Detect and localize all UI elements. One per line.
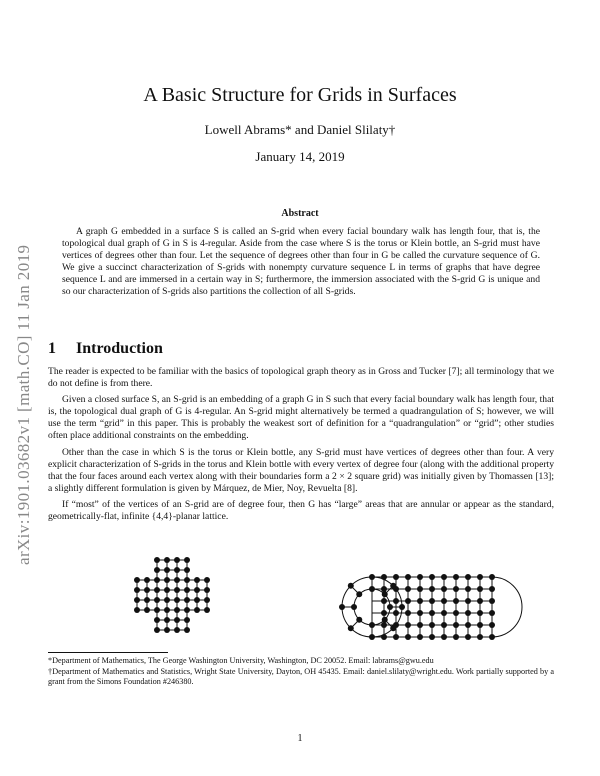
grid-vertex <box>164 627 170 633</box>
grid-vertex <box>134 607 140 613</box>
grid-vertex <box>453 634 459 640</box>
grid-vertex <box>393 634 399 640</box>
grid-vertex <box>144 607 150 613</box>
footnote-author-1: *Department of Mathematics, The George Washington University, Washington, DC 20052. Email: labrams@gwu.edu <box>48 656 434 665</box>
grid-vertex <box>381 586 387 592</box>
grid-vertex <box>381 574 387 580</box>
grid-vertex <box>465 634 471 640</box>
grid-vertex <box>164 557 170 563</box>
grid-vertex <box>489 598 495 604</box>
grid-vertex <box>339 604 345 610</box>
footnotes <box>48 656 554 688</box>
grid-vertex <box>387 604 393 610</box>
grid-vertex <box>429 574 435 580</box>
grid-vertex <box>351 604 357 610</box>
grid-vertex <box>369 586 375 592</box>
grid-vertex <box>477 610 483 616</box>
grid-vertex <box>381 598 387 604</box>
abstract-text: A graph G embedded in a surface S is called an S-grid when every facial boundary walk has length four, that is, the topological dual graph of G in S is 4-regular. Aside from the case where S is the torus or Klein bottle, an S-grid must have vertices of degrees other than four. Let the sequence of degrees other than four in G be called the curvature sequence of G. We give a succinct characterization of S-grids with nonempty curvature sequence L in terms of graphs that have degree sequence L and are immersed in a certain way in S; furthermore, the immersion associated with the S-grid G is unique and so our characterization of S-grids also partitions the collection of all S-grids. <box>62 226 540 298</box>
grid-vertex <box>477 598 483 604</box>
grid-vertex <box>134 577 140 583</box>
grid-vertex <box>204 597 210 603</box>
grid-vertex <box>184 627 190 633</box>
intro-paragraph: If “most” of the vertices of an S-grid are of degree four, then G has “large” areas that are annular or appear as the standard, geometrically-flat, infinite {4,4}-planar lattice. <box>48 498 554 523</box>
grid-vertex <box>441 634 447 640</box>
grid-vertex <box>405 622 411 628</box>
grid-vertex <box>194 577 200 583</box>
grid-vertex <box>348 583 354 589</box>
grid-vertex <box>417 598 423 604</box>
grid-vertex <box>204 577 210 583</box>
grid-vertex <box>393 610 399 616</box>
grid-vertex <box>154 597 160 603</box>
grid-vertex <box>417 586 423 592</box>
grid-vertex <box>174 577 180 583</box>
page-number: 1 <box>297 733 303 744</box>
grid-vertex <box>134 587 140 593</box>
abstract-heading: Abstract <box>281 208 319 219</box>
grid-vertex <box>441 610 447 616</box>
grid-vertex <box>381 634 387 640</box>
grid-vertex <box>465 586 471 592</box>
grid-vertex <box>405 634 411 640</box>
grid-vertex <box>174 587 180 593</box>
grid-vertex <box>369 622 375 628</box>
grid-vertex <box>174 597 180 603</box>
grid-vertex <box>382 591 388 597</box>
grid-vertex <box>382 617 388 623</box>
grid-vertex <box>174 567 180 573</box>
grid-vertex <box>154 627 160 633</box>
grid-vertex <box>204 607 210 613</box>
intro-paragraph: Given a closed surface S, an S-grid is an embedding of a graph G in S such that every facial boundary walk has length four, that is, the topological dual graph of G is 4-regular. An S-grid might alternatively be termed a quadrangulation of S; however, we will use the term “grid” in this paper. This is probably the weakest sort of definition for a “quadrangulation” or “grid”; other studies often place additional constraints on the embedding. <box>48 394 554 442</box>
grid-vertex <box>164 617 170 623</box>
grid-vertex <box>453 610 459 616</box>
grid-vertex <box>381 622 387 628</box>
grid-vertex <box>184 567 190 573</box>
paper-authors: Lowell Abrams* and Daniel Slilaty† <box>204 122 396 137</box>
grid-vertex <box>405 574 411 580</box>
grid-vertex <box>465 622 471 628</box>
grid-vertex <box>399 604 405 610</box>
grid-vertex <box>184 577 190 583</box>
intro-paragraph: The reader is expected to be familiar with the basics of topological graph theory as in Gross and Tucker [7]; all terminology that we do not define is from there. <box>48 366 554 390</box>
grid-vertex <box>429 622 435 628</box>
grid-vertex <box>417 610 423 616</box>
grid-vertex <box>154 577 160 583</box>
grid-vertex <box>174 627 180 633</box>
grid-vertex <box>174 617 180 623</box>
annular-grid-figure <box>339 574 522 640</box>
section-number: 1 <box>48 340 56 357</box>
grid-vertex <box>144 587 150 593</box>
grid-vertex <box>441 622 447 628</box>
grid-vertex <box>194 607 200 613</box>
grid-vertex <box>477 622 483 628</box>
section-title: Introduction <box>76 340 163 357</box>
grid-vertex <box>174 607 180 613</box>
grid-vertex <box>174 557 180 563</box>
grid-cap-arc <box>492 577 522 637</box>
grid-vertex <box>477 634 483 640</box>
grid-vertex <box>429 586 435 592</box>
grid-vertex <box>393 598 399 604</box>
grid-vertex <box>489 586 495 592</box>
grid-vertex <box>465 610 471 616</box>
arxiv-identifier: arXiv:1901.03682v1 [math.CO] 11 Jan 2019 <box>14 244 33 565</box>
grid-vertex <box>154 567 160 573</box>
grid-vertex <box>356 591 362 597</box>
grid-vertex <box>194 597 200 603</box>
grid-vertex <box>184 597 190 603</box>
grid-vertex <box>369 634 375 640</box>
grid-vertex <box>184 607 190 613</box>
grid-vertex <box>477 586 483 592</box>
grid-vertex <box>204 587 210 593</box>
grid-vertex <box>154 617 160 623</box>
grid-vertex <box>381 610 387 616</box>
grid-vertex <box>393 574 399 580</box>
grid-vertex <box>164 607 170 613</box>
grid-vertex <box>184 617 190 623</box>
grid-vertex <box>489 574 495 580</box>
grid-vertex <box>453 574 459 580</box>
footnote-author-2: †Department of Mathematics and Statistics, Wright State University, Dayton, OH 45435. Email: daniel.slilaty@wright.edu. Work partially supported by a grant from the Simons Foundation #246380. <box>48 666 554 686</box>
grid-vertex <box>164 567 170 573</box>
grid-vertex <box>429 634 435 640</box>
grid-vertex <box>489 622 495 628</box>
paper-date: January 14, 2019 <box>255 149 345 164</box>
grid-vertex <box>453 622 459 628</box>
grid-vertex <box>184 557 190 563</box>
grid-vertex <box>405 610 411 616</box>
grid-vertex <box>465 574 471 580</box>
grid-vertex <box>154 607 160 613</box>
grid-vertex <box>429 610 435 616</box>
grid-vertex <box>417 622 423 628</box>
grid-vertex <box>453 598 459 604</box>
footnote-rule <box>48 652 168 653</box>
grid-vertex <box>184 587 190 593</box>
grid-vertex <box>393 586 399 592</box>
grid-vertex <box>453 586 459 592</box>
grid-vertex <box>477 574 483 580</box>
grid-vertex <box>164 577 170 583</box>
grid-vertex <box>194 587 200 593</box>
intro-paragraph: Other than the case in which S is the torus or Klein bottle, any S-grid must have vertices of degrees other than four. A very explicit characterization of S-grids in the torus and Klein bottle with every vertex of degree four (along with the additional property that the four faces around each vertex along with their boundaries form a 2 × 2 square grid) was initially given by Thomassen [13]; a slightly different formulation is given by Márquez, de Mier, Noy, Revuelta [8]. <box>48 446 554 494</box>
grid-vertex <box>489 610 495 616</box>
grid-vertex <box>348 625 354 631</box>
grid-vertex <box>134 597 140 603</box>
paper-title: A Basic Structure for Grids in Surfaces <box>143 84 457 106</box>
grid-vertex <box>429 598 435 604</box>
grid-vertex <box>417 574 423 580</box>
grid-vertex <box>441 574 447 580</box>
grid-vertex <box>441 598 447 604</box>
grid-vertex <box>369 574 375 580</box>
grid-vertex <box>144 577 150 583</box>
grid-vertex <box>356 617 362 623</box>
grid-vertex <box>164 587 170 593</box>
grid-vertex <box>393 622 399 628</box>
grid-vertex <box>144 597 150 603</box>
grid-vertex <box>489 634 495 640</box>
planar-grid-figure <box>134 557 210 633</box>
grid-vertex <box>405 598 411 604</box>
grid-vertex <box>417 634 423 640</box>
grid-vertex <box>441 586 447 592</box>
grid-vertex <box>164 597 170 603</box>
grid-vertex <box>465 598 471 604</box>
grid-vertex <box>154 587 160 593</box>
grid-vertex <box>405 586 411 592</box>
grid-vertex <box>154 557 160 563</box>
